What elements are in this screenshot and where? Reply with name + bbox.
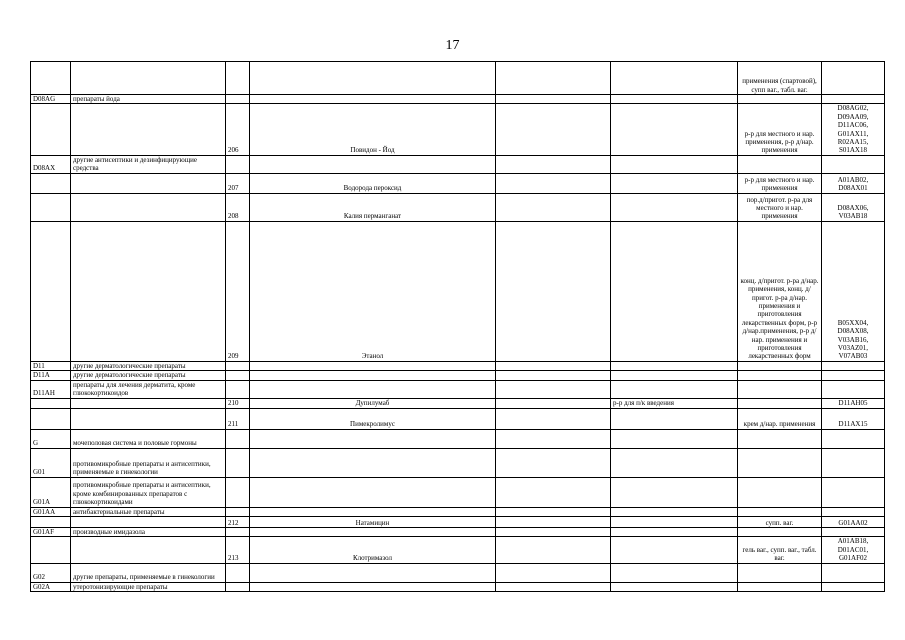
item-number: 208	[226, 193, 250, 221]
cell	[496, 221, 611, 361]
cell	[496, 507, 611, 516]
cell	[496, 155, 611, 173]
cell	[611, 477, 738, 507]
atc-codes: A01AB18, D01AC01, G01AF02	[822, 537, 885, 563]
drug-name: Водорода пероксид	[250, 173, 496, 193]
atc-codes	[822, 62, 885, 95]
item-number: 212	[226, 517, 250, 528]
drug-name	[250, 155, 496, 173]
drug-name	[250, 371, 496, 380]
item-number	[226, 448, 250, 477]
atc-group-code: G	[31, 429, 71, 448]
atc-group-code: D08AG	[31, 95, 71, 104]
drug-name	[250, 582, 496, 591]
table-row	[31, 104, 885, 155]
atc-group-code: D08AX	[31, 155, 71, 173]
cell	[496, 528, 611, 537]
cell	[611, 582, 738, 591]
atc-codes	[822, 528, 885, 537]
item-number	[226, 371, 250, 380]
dosage-form	[738, 528, 822, 537]
item-number	[226, 155, 250, 173]
cell	[611, 104, 738, 155]
cell	[496, 193, 611, 221]
cell	[496, 563, 611, 582]
cell	[496, 62, 611, 95]
cell	[611, 361, 738, 370]
item-number	[226, 477, 250, 507]
group-description: другие дерматологические препараты	[71, 371, 226, 380]
item-number	[226, 380, 250, 398]
atc-group-code: G02A	[31, 582, 71, 591]
atc-group-code: D11AH	[31, 380, 71, 398]
atc-codes	[822, 380, 885, 398]
table-row	[31, 62, 885, 95]
item-number: 213	[226, 537, 250, 563]
atc-codes	[822, 582, 885, 591]
cell	[611, 429, 738, 448]
table-row	[31, 429, 885, 448]
group-description: другие антисептики и дезинфицирующие средства	[71, 155, 226, 173]
dosage-form	[738, 361, 822, 370]
group-description: препараты для лечения дерматита, кроме глюкокортикоидов	[71, 380, 226, 398]
cell	[496, 517, 611, 528]
group-description: другие препараты, применяемые в гинекологии	[71, 563, 226, 582]
cell	[496, 537, 611, 563]
dosage-form	[738, 582, 822, 591]
atc-group-code	[31, 221, 71, 361]
cell	[611, 95, 738, 104]
table-row	[31, 563, 885, 582]
cell	[611, 173, 738, 193]
group-description	[71, 221, 226, 361]
dosage-form: пор.д/пригот. р-ра для местного и нар. применения	[738, 193, 822, 221]
dosage-form	[738, 155, 822, 173]
cell	[496, 582, 611, 591]
atc-group-code: G01A	[31, 477, 71, 507]
dosage-form	[738, 563, 822, 582]
group-description	[71, 517, 226, 528]
cell	[611, 408, 738, 429]
table-row	[31, 408, 885, 429]
table-row	[31, 517, 885, 528]
table-row	[31, 537, 885, 563]
page-number: 17	[445, 38, 460, 53]
cell	[496, 408, 611, 429]
drug-name: Клотримазол	[250, 537, 496, 563]
drug-name	[250, 477, 496, 507]
drug-name: Пимекролимус	[250, 408, 496, 429]
drug-name: Дупилумаб	[250, 398, 496, 408]
drug-name	[250, 448, 496, 477]
atc-group-code	[31, 104, 71, 155]
atc-codes: B05XX04, D08AX08, V03AB16, V03AZ01, V07AB03	[822, 221, 885, 361]
cell	[496, 361, 611, 370]
cell: р-р для п/к введения	[611, 398, 738, 408]
cell	[611, 221, 738, 361]
cell	[496, 95, 611, 104]
table-row	[31, 155, 885, 173]
table-row	[31, 95, 885, 104]
cell	[611, 380, 738, 398]
dosage-form: р-р для местного и нар. применения	[738, 173, 822, 193]
drug-name: Повидон - Йод	[250, 104, 496, 155]
drug-name: Калия перманганат	[250, 193, 496, 221]
cell	[496, 429, 611, 448]
atc-codes	[822, 371, 885, 380]
dosage-form: р-р для местного и нар. применения, р-р д/нар. применения	[738, 104, 822, 155]
dosage-form: крем д/нар. применения	[738, 408, 822, 429]
item-number: 206	[226, 104, 250, 155]
table-row	[31, 507, 885, 516]
atc-group-code	[31, 517, 71, 528]
table-row	[31, 361, 885, 370]
cell	[496, 173, 611, 193]
atc-group-code	[31, 193, 71, 221]
group-description	[71, 193, 226, 221]
group-description: мочеполовая система и половые гормоны	[71, 429, 226, 448]
atc-group-code: G01AA	[31, 507, 71, 516]
dosage-form	[738, 371, 822, 380]
item-number	[226, 62, 250, 95]
atc-codes	[822, 155, 885, 173]
group-description: утеротонизирующие препараты	[71, 582, 226, 591]
cell	[611, 193, 738, 221]
table-row	[31, 582, 885, 591]
atc-codes: D08AX06, V03AB18	[822, 193, 885, 221]
drug-name	[250, 62, 496, 95]
dosage-form	[738, 429, 822, 448]
group-description: производные имидазола	[71, 528, 226, 537]
table-row	[31, 477, 885, 507]
table-row	[31, 221, 885, 361]
cell	[611, 371, 738, 380]
dosage-form	[738, 448, 822, 477]
drug-name	[250, 380, 496, 398]
item-number	[226, 361, 250, 370]
atc-codes	[822, 429, 885, 448]
item-number: 211	[226, 408, 250, 429]
cell	[496, 380, 611, 398]
table-row	[31, 371, 885, 380]
cell	[496, 477, 611, 507]
item-number: 210	[226, 398, 250, 408]
atc-codes: A01AB02, D08AX01	[822, 173, 885, 193]
cell	[496, 448, 611, 477]
dosage-form: применения (спартовой), супп ваг., табл. ваг.	[738, 62, 822, 95]
group-description	[71, 408, 226, 429]
cell	[611, 517, 738, 528]
dosage-form: супп. ваг.	[738, 517, 822, 528]
cell	[611, 537, 738, 563]
item-number	[226, 507, 250, 516]
atc-group-code: D11A	[31, 371, 71, 380]
atc-codes: D11AX15	[822, 408, 885, 429]
atc-group-code	[31, 537, 71, 563]
drug-name	[250, 528, 496, 537]
cell	[496, 398, 611, 408]
group-description: антибактериальные препараты	[71, 507, 226, 516]
drug-name	[250, 429, 496, 448]
drug-name	[250, 563, 496, 582]
group-description	[71, 62, 226, 95]
atc-group-code	[31, 398, 71, 408]
group-description: противомикробные препараты и антисептики, кроме комбинированных препаратов с глюкокортикоидами	[71, 477, 226, 507]
dosage-form	[738, 477, 822, 507]
cell	[496, 371, 611, 380]
atc-codes	[822, 95, 885, 104]
cell	[611, 448, 738, 477]
dosage-form: гель ваг., супп. ваг., табл. ваг.	[738, 537, 822, 563]
item-number	[226, 563, 250, 582]
atc-codes: G01AA02	[822, 517, 885, 528]
drug-table	[30, 61, 885, 592]
cell	[611, 155, 738, 173]
item-number	[226, 429, 250, 448]
dosage-form	[738, 380, 822, 398]
cell	[611, 563, 738, 582]
atc-codes	[822, 563, 885, 582]
cell	[611, 62, 738, 95]
cell	[611, 528, 738, 537]
table-row	[31, 398, 885, 408]
group-description: другие дерматологические препараты	[71, 361, 226, 370]
dosage-form: конц. д/пригот. р-ра д/нар. применения, конц. д/пригот. р-ра д/нар. применения и приготовления лекарственных форм, р-р д/нар.применения, р-р д/нар. применения и приготовления лекарственных форм	[738, 221, 822, 361]
drug-name: Натамицин	[250, 517, 496, 528]
group-description	[71, 398, 226, 408]
table-row	[31, 380, 885, 398]
atc-group-code	[31, 173, 71, 193]
group-description	[71, 537, 226, 563]
item-number	[226, 582, 250, 591]
atc-codes	[822, 448, 885, 477]
item-number: 209	[226, 221, 250, 361]
table-row	[31, 193, 885, 221]
dosage-form	[738, 95, 822, 104]
drug-name	[250, 95, 496, 104]
atc-group-code: G01AF	[31, 528, 71, 537]
item-number	[226, 528, 250, 537]
table-row	[31, 448, 885, 477]
group-description	[71, 173, 226, 193]
atc-group-code: G01	[31, 448, 71, 477]
table-row	[31, 528, 885, 537]
group-description: противомикробные препараты и антисептики, применяемые в гинекологии	[71, 448, 226, 477]
atc-group-code	[31, 62, 71, 95]
group-description: препараты йода	[71, 95, 226, 104]
dosage-form	[738, 398, 822, 408]
atc-group-code: D11	[31, 361, 71, 370]
atc-codes	[822, 361, 885, 370]
atc-group-code	[31, 408, 71, 429]
atc-codes	[822, 507, 885, 516]
item-number: 207	[226, 173, 250, 193]
atc-codes: D11AH05	[822, 398, 885, 408]
cell	[496, 104, 611, 155]
dosage-form	[738, 507, 822, 516]
cell	[611, 507, 738, 516]
drug-name: Этанол	[250, 221, 496, 361]
item-number	[226, 95, 250, 104]
atc-group-code: G02	[31, 563, 71, 582]
atc-codes: D08AG02, D09AA09, D11AC06, G01AX11, R02AA15, S01AX18	[822, 104, 885, 155]
drug-name	[250, 507, 496, 516]
drug-name	[250, 361, 496, 370]
group-description	[71, 104, 226, 155]
atc-codes	[822, 477, 885, 507]
table-row	[31, 173, 885, 193]
